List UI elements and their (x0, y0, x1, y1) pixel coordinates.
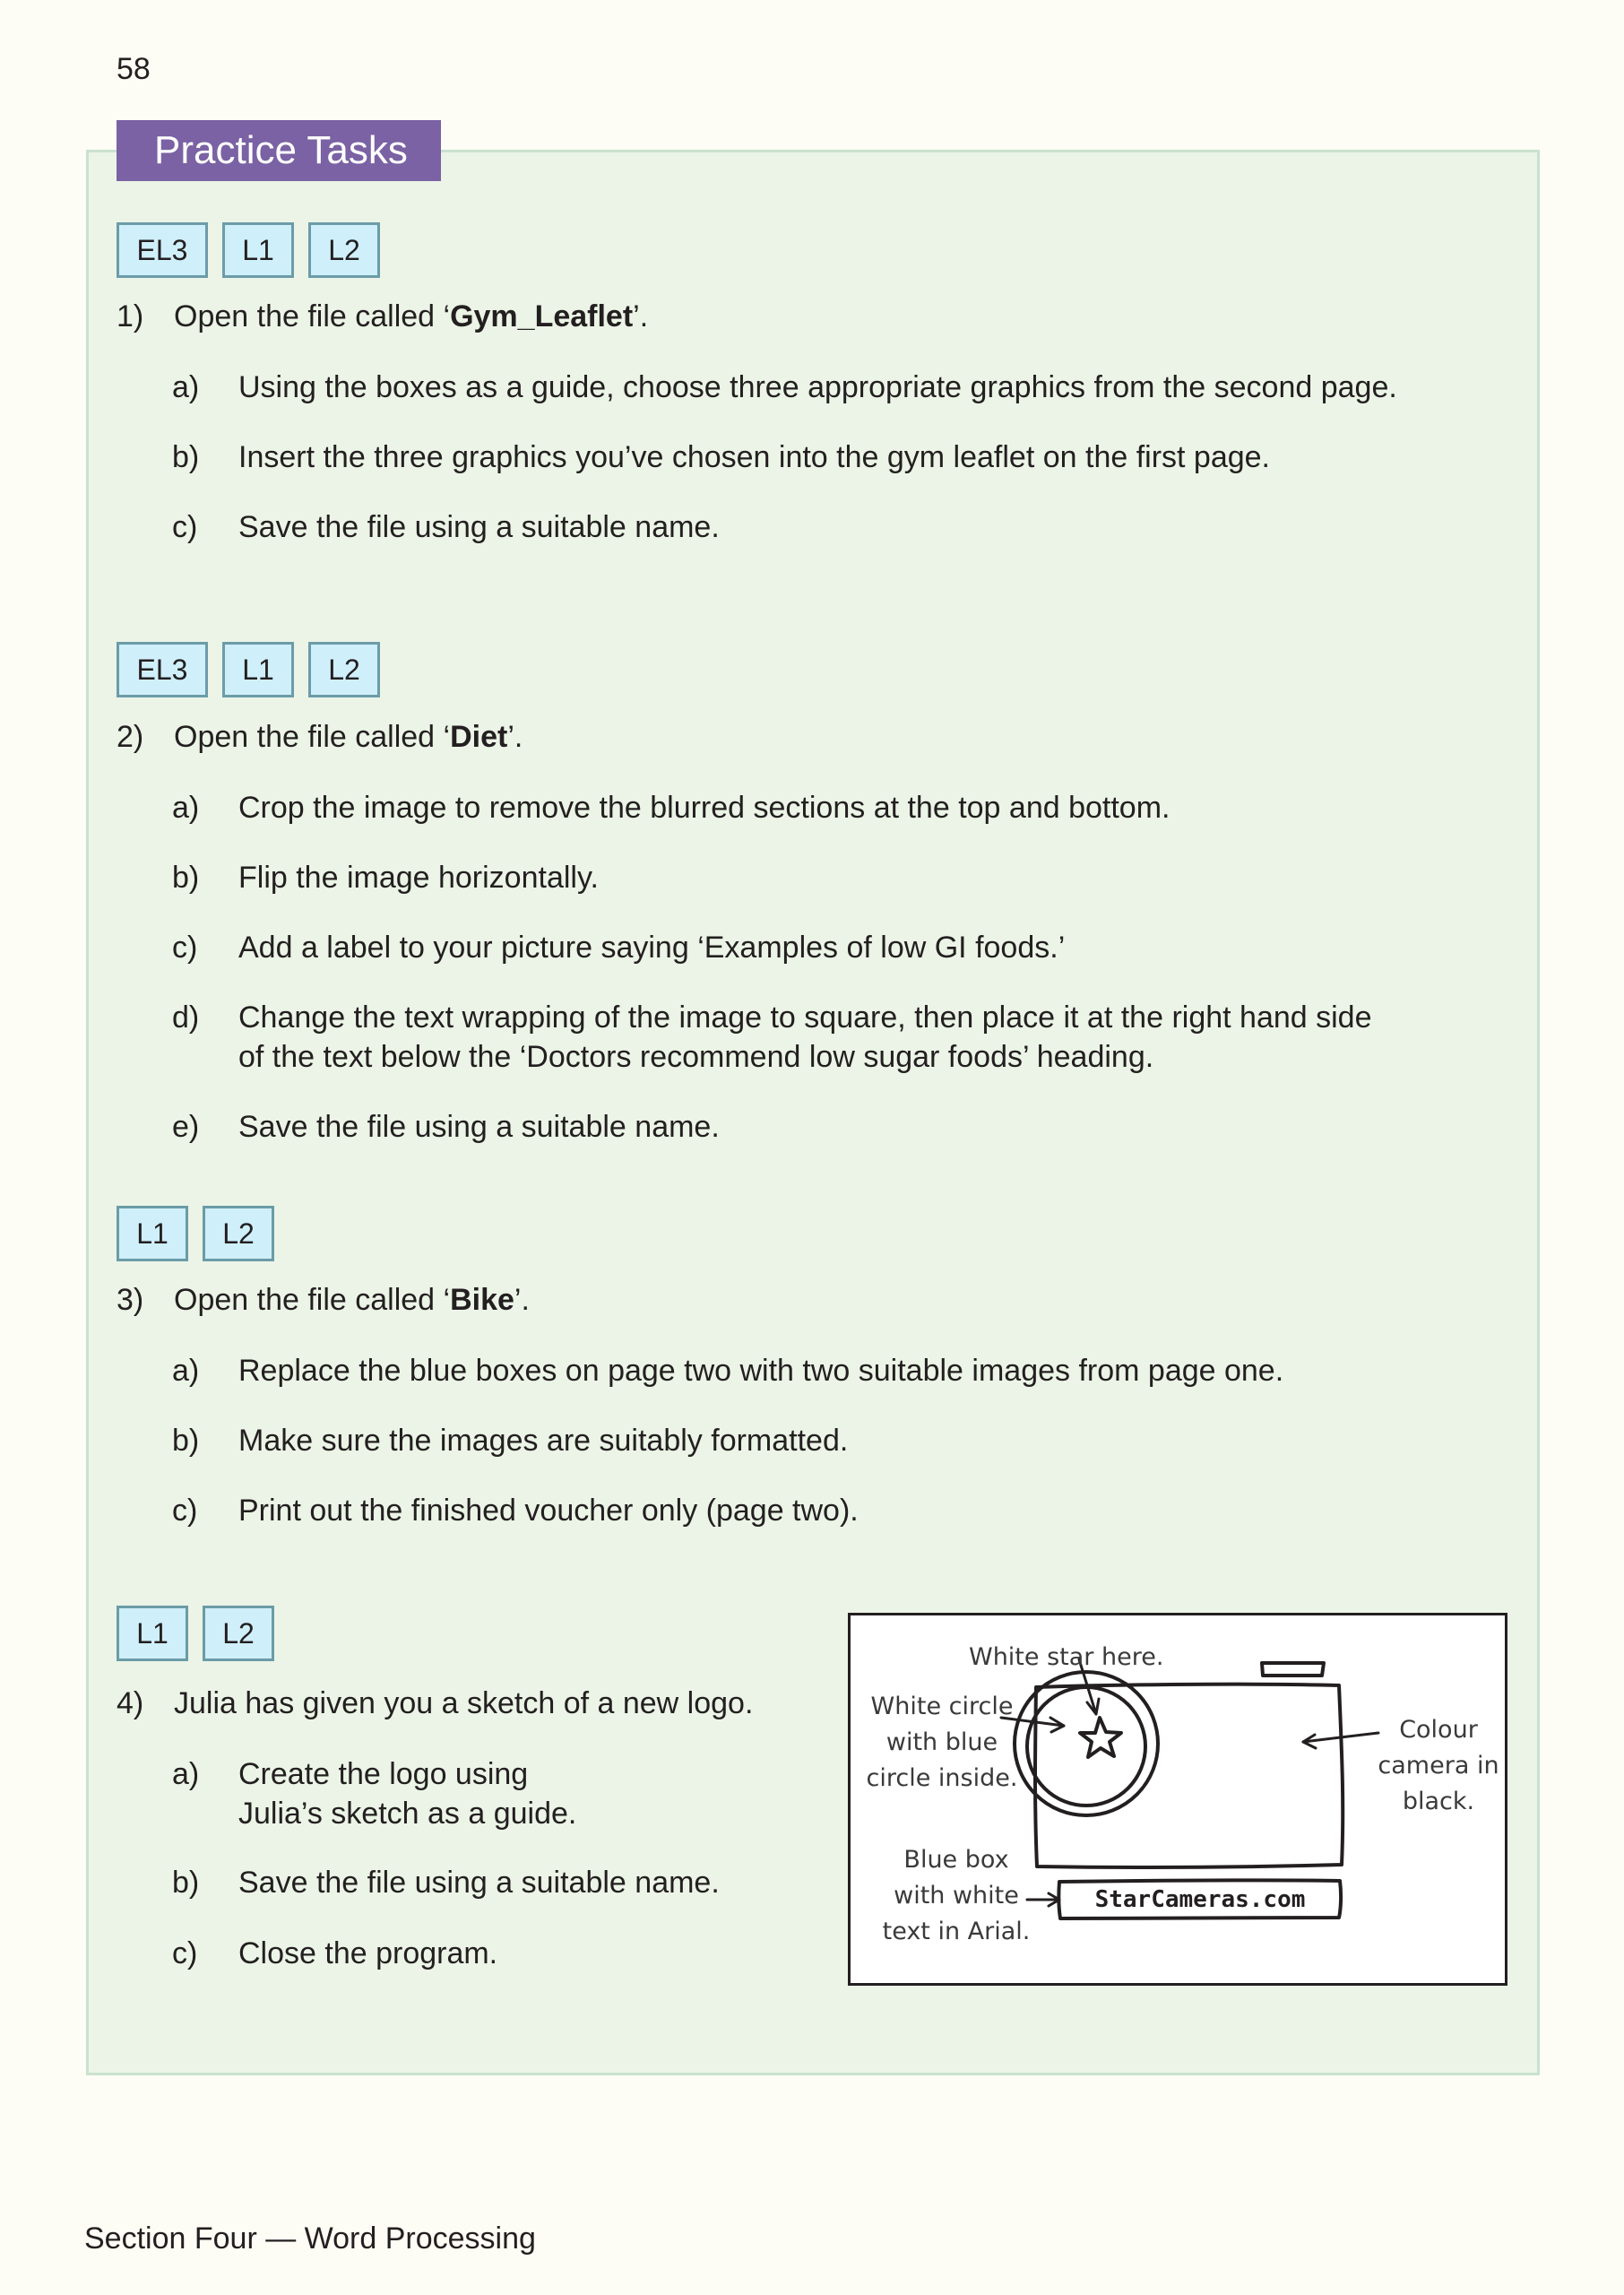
page-number: 58 (117, 52, 151, 86)
box-note-line-3: text in Arial. (882, 1918, 1031, 1945)
step-text: Make sure the images are suitably formatted. (238, 1424, 849, 1458)
task-number: 3) (117, 1283, 144, 1317)
circle-note-line-2: with blue (885, 1728, 998, 1756)
task-3-heading (117, 1280, 530, 1320)
circle-note-line-1: White circle (870, 1693, 1014, 1720)
page-footer: Section Four — Word Processing (84, 2221, 536, 2256)
step-letter: c) (172, 1494, 198, 1528)
box-note-line-1: Blue box (903, 1846, 1009, 1874)
task-3-step-b (172, 1421, 848, 1460)
task-2-step-b (172, 858, 599, 897)
task-3-levels (117, 1206, 274, 1261)
task-1-step-c (172, 507, 720, 547)
level-badge-l2: L2 (308, 642, 380, 697)
level-badge-l2: L2 (203, 1206, 274, 1261)
step-text-line-1: Create the logo using (238, 1757, 529, 1791)
task-filename: Gym_Leaflet (450, 299, 634, 333)
step-text: Using the boxes as a guide, choose three appropriate graphics from the second page. (238, 370, 1397, 404)
step-letter: a) (172, 370, 200, 404)
task-1-levels (117, 222, 380, 278)
task-3-step-c (172, 1491, 859, 1530)
camera-note-line-2: camera in (1378, 1752, 1499, 1780)
step-letter: d) (172, 1000, 200, 1035)
circle-note (863, 1689, 1021, 1797)
step-text (238, 1754, 576, 1833)
task-text: Julia has given you a sketch of a new logo. (174, 1686, 754, 1720)
step-letter: c) (172, 1936, 198, 1970)
level-badge-el3: EL3 (117, 642, 208, 697)
camera-note-line-1: Colour (1399, 1716, 1478, 1744)
task-1-heading (117, 297, 648, 336)
step-text-line-1: Change the text wrapping of the image to square, then place it at the right hand side (238, 1000, 1372, 1035)
task-number: 2) (117, 720, 144, 754)
logo-sketch (848, 1613, 1507, 1986)
task-number: 4) (117, 1686, 144, 1720)
task-prefix: Open the file called ‘ (174, 1283, 451, 1317)
task-1-step-b (172, 437, 1270, 477)
task-filename: Diet (450, 720, 508, 754)
step-letter: c) (172, 931, 198, 965)
task-4-step-a (172, 1754, 576, 1833)
task-4-step-c (172, 1934, 497, 1973)
star-note: White star here. (969, 1643, 1164, 1671)
step-letter: a) (172, 791, 200, 825)
task-1-step-a (172, 368, 1397, 407)
level-badge-l2: L2 (308, 222, 380, 278)
camera-body (1035, 1684, 1343, 1867)
camera-note (1370, 1712, 1507, 1820)
step-text: Add a label to your picture saying ‘Examples of low GI foods.’ (238, 931, 1066, 965)
task-2-step-e (172, 1107, 720, 1147)
task-prefix: Open the file called ‘ (174, 299, 451, 333)
box-note-line-2: with white (894, 1882, 1019, 1910)
level-badge-l1: L1 (222, 222, 294, 278)
task-3-step-a (172, 1351, 1283, 1390)
task-2-step-d (172, 998, 1372, 1077)
level-badge-l1: L1 (117, 1206, 188, 1261)
step-letter: b) (172, 1424, 200, 1458)
star-icon (1080, 1718, 1121, 1757)
circle-note-line-3: circle inside. (866, 1764, 1018, 1792)
task-2-heading (117, 717, 523, 757)
camera-note-line-3: black. (1402, 1788, 1475, 1815)
task-prefix: Open the file called ‘ (174, 720, 451, 754)
task-filename: Bike (450, 1283, 514, 1317)
box-note (877, 1842, 1035, 1950)
task-suffix: ’. (633, 299, 649, 333)
task-suffix: ’. (507, 720, 523, 754)
step-text-line-2: of the text below the ‘Doctors recommend low sugar foods’ heading. (238, 1040, 1154, 1074)
step-text: Save the file using a suitable name. (238, 1866, 720, 1900)
step-letter: c) (172, 510, 198, 544)
task-4-step-b (172, 1863, 720, 1902)
step-text: Save the file using a suitable name. (238, 1110, 720, 1144)
lens-inner-circle (1027, 1687, 1145, 1806)
step-letter: b) (172, 861, 200, 895)
logo-text: StarCameras.com (1094, 1886, 1306, 1913)
step-text: Flip the image horizontally. (238, 861, 599, 895)
task-suffix: ’. (514, 1283, 530, 1317)
step-letter: a) (172, 1757, 200, 1791)
step-letter: a) (172, 1354, 200, 1388)
camera-shutter-button (1262, 1663, 1324, 1676)
task-4-heading (117, 1684, 753, 1723)
level-badge-l1: L1 (222, 642, 294, 697)
step-text: Print out the finished voucher only (page two). (238, 1494, 859, 1528)
step-text: Replace the blue boxes on page two with two suitable images from page one. (238, 1354, 1284, 1388)
step-letter: b) (172, 1866, 200, 1900)
step-letter: e) (172, 1110, 200, 1144)
step-text: Insert the three graphics you’ve chosen into the gym leaflet on the first page. (238, 440, 1271, 474)
step-letter: b) (172, 440, 200, 474)
level-badge-l2: L2 (203, 1606, 274, 1661)
task-number: 1) (117, 299, 144, 333)
step-text (238, 998, 1372, 1077)
step-text-line-2: Julia’s sketch as a guide. (238, 1797, 577, 1831)
step-text: Close the program. (238, 1936, 498, 1970)
task-4-levels (117, 1606, 274, 1661)
task-2-levels (117, 642, 380, 697)
task-2-step-c (172, 928, 1065, 967)
task-2-step-a (172, 788, 1170, 827)
step-text: Save the file using a suitable name. (238, 510, 720, 544)
level-badge-el3: EL3 (117, 222, 208, 278)
level-badge-l1: L1 (117, 1606, 188, 1661)
panel-title: Practice Tasks (117, 120, 441, 181)
step-text: Crop the image to remove the blurred sections at the top and bottom. (238, 791, 1170, 825)
